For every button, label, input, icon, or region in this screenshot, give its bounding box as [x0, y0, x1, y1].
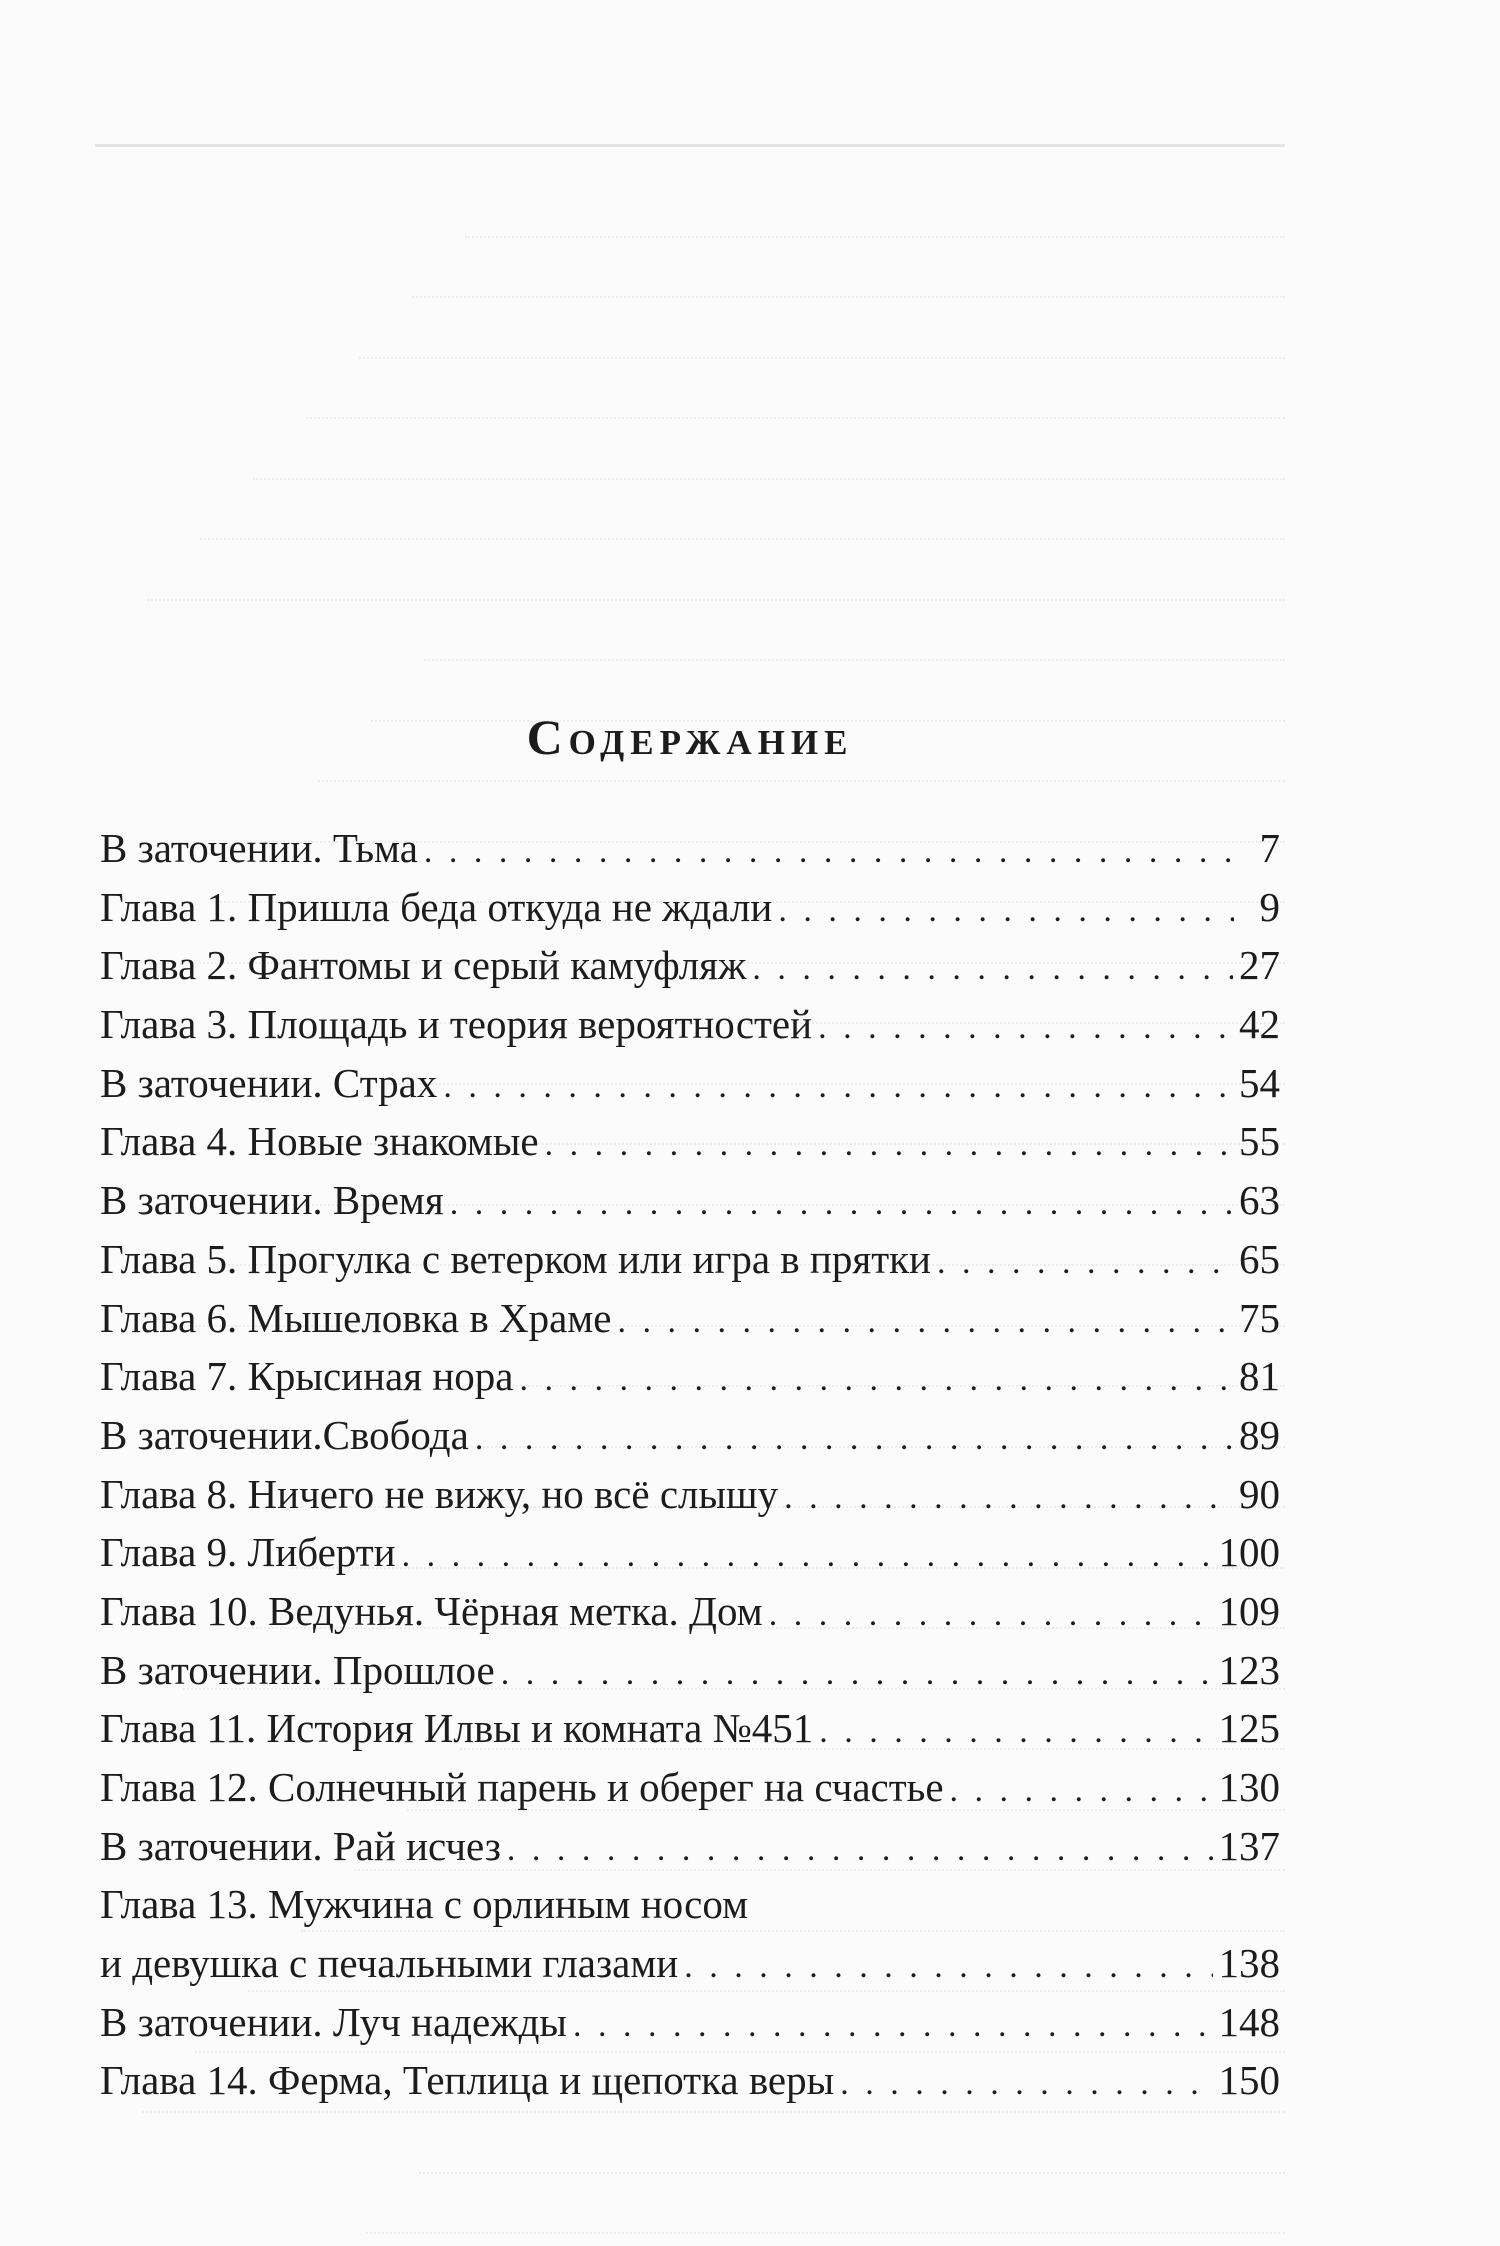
- toc-entry: [100, 1176, 1280, 1235]
- toc-entry: [100, 1528, 1280, 1587]
- toc-entry: [100, 1822, 1280, 1881]
- toc-entry: [100, 1939, 1280, 1998]
- toc-entry: [100, 1470, 1280, 1529]
- toc-entry-title: Глава 1. Пришла беда откуда не ждали: [100, 883, 773, 930]
- bleed-through-line: [200, 480, 1285, 541]
- toc-leader-dots: [769, 1596, 1213, 1634]
- toc-entry-title: Глава 13. Мужчина с орлиным носом: [100, 1881, 749, 1928]
- toc-page-number: 138: [1218, 1940, 1280, 1987]
- toc-entry-title: Глава 11. История Илвы и комната №451: [100, 1705, 814, 1752]
- bleed-through-header: [95, 60, 1285, 147]
- toc-page-number: 109: [1218, 1587, 1280, 1634]
- toc-entry-title: Глава 7. Крысиная нора: [100, 1353, 514, 1400]
- toc-entry-title: В заточении. Тьма: [100, 825, 418, 871]
- toc-leader-dots: [617, 1303, 1233, 1341]
- page-title: Содержание: [526, 709, 854, 765]
- toc-page-number: 55: [1239, 1118, 1280, 1165]
- bleed-through-line: [253, 419, 1285, 480]
- toc-list: [100, 824, 1280, 2115]
- toc-entry-title: Глава 12. Солнечный парень и оберег на счастье: [100, 1764, 944, 1810]
- toc-leader-dots: [443, 1068, 1233, 1106]
- toc-entry-title: Глава 3. Площадь и теория вероятностей: [100, 1001, 813, 1048]
- toc-leader-dots: [752, 950, 1233, 988]
- toc-page-number: 81: [1239, 1353, 1280, 1400]
- toc-entry: [100, 824, 1280, 883]
- toc-page-number: 63: [1239, 1177, 1280, 1224]
- toc-entry: [100, 1704, 1280, 1763]
- toc-leader-dots: [950, 1772, 1213, 1810]
- toc-entry: [100, 941, 1280, 1000]
- toc-entry: [100, 1587, 1280, 1646]
- toc-page-number: 137: [1218, 1822, 1280, 1869]
- bleed-through-line: [412, 238, 1285, 299]
- toc-leader-dots: [778, 892, 1234, 930]
- toc-entry-title: Глава 14. Ферма, Теплица и щепотка веры: [100, 2057, 835, 2104]
- toc-page-number: 148: [1218, 1998, 1280, 2045]
- toc-page-number: 90: [1239, 1470, 1280, 1517]
- toc-leader-dots: [573, 2007, 1213, 2045]
- toc-entry: [100, 1998, 1280, 2057]
- toc-entry: [100, 1352, 1280, 1411]
- toc-leader-dots: [684, 1948, 1212, 1986]
- bleed-through-line: [419, 2113, 1285, 2174]
- toc-entry-title: и девушка с печальными глазами: [100, 1940, 679, 1987]
- toc-entry-title: В заточении. Прошлое: [100, 1646, 495, 1693]
- toc-entry: [100, 1117, 1280, 1176]
- bleed-through-line: [359, 298, 1285, 359]
- toc-entry-title: Глава 5. Прогулка с ветерком или игра в прятки: [100, 1235, 931, 1282]
- toc-entry: [100, 1000, 1280, 1059]
- toc-entry: [100, 2056, 1280, 2115]
- toc-leader-dots: [819, 1713, 1212, 1751]
- toc-entry: [100, 1763, 1280, 1822]
- toc-leader-dots: [475, 1420, 1233, 1458]
- toc-page-number: 125: [1218, 1705, 1280, 1752]
- toc-page-number: 75: [1239, 1294, 1280, 1341]
- toc-entry-title: В заточении.Свобода: [100, 1411, 469, 1458]
- toc-entry: [100, 1646, 1280, 1705]
- toc-leader-dots: [424, 833, 1234, 871]
- toc-entry: [100, 883, 1280, 942]
- toc-entry-title: В заточении. Время: [100, 1177, 444, 1224]
- toc-leader-dots: [450, 1185, 1233, 1223]
- toc-entry-title: В заточении. Страх: [100, 1059, 438, 1106]
- toc-leader-dots: [519, 1361, 1233, 1399]
- bleed-through-line: [306, 359, 1285, 420]
- bleed-through-line: [366, 2174, 1285, 2235]
- toc-entry: [100, 1059, 1280, 1118]
- toc-leader-dots: [402, 1537, 1213, 1575]
- bleed-through-line: [424, 601, 1285, 662]
- toc-entry: [100, 1880, 1280, 1939]
- toc-entry-title: Глава 4. Новые знакомые: [100, 1118, 539, 1165]
- toc-entry: [100, 1294, 1280, 1353]
- toc-entry-title: Глава 6. Мышеловка в Храме: [100, 1294, 612, 1341]
- toc-leader-dots: [818, 1009, 1233, 1047]
- toc-leader-dots: [501, 1655, 1213, 1693]
- toc-page-number: 9: [1259, 883, 1280, 930]
- toc-page-number: 123: [1218, 1646, 1280, 1693]
- toc-leader-dots: [545, 1126, 1233, 1164]
- toc-entry: [100, 1235, 1280, 1294]
- toc-leader-dots: [507, 1831, 1213, 1869]
- toc-leader-dots: [784, 1479, 1233, 1517]
- toc-entry-title: Глава 8. Ничего не вижу, но всё слышу: [100, 1470, 779, 1517]
- toc-page-number: 42: [1239, 1001, 1280, 1048]
- toc-entry-title: Глава 2. Фантомы и серый камуфляж: [100, 942, 747, 989]
- toc-page-number: 130: [1218, 1764, 1280, 1810]
- toc-page-number: 27: [1239, 942, 1280, 989]
- toc-page-number: 89: [1239, 1411, 1280, 1458]
- bleed-through-line: [147, 540, 1285, 601]
- toc-page-number: 65: [1239, 1235, 1280, 1282]
- toc-entry-title: В заточении. Луч надежды: [100, 1998, 567, 2045]
- toc-entry-title: Глава 9. Либерти: [100, 1529, 396, 1576]
- bleed-through-line: [465, 177, 1285, 238]
- toc-entry-title: В заточении. Рай исчез: [100, 1822, 501, 1869]
- toc-entry: [100, 1411, 1280, 1470]
- toc-leader-dots: [840, 2065, 1212, 2103]
- table-of-contents: [100, 702, 1280, 2115]
- toc-page-number: 150: [1218, 2057, 1280, 2104]
- toc-page-number: 100: [1218, 1529, 1280, 1576]
- toc-leader-dots: [937, 1244, 1233, 1282]
- toc-entry-title: Глава 10. Ведунья. Чёрная метка. Дом: [100, 1587, 763, 1634]
- toc-page-number: 54: [1239, 1059, 1280, 1106]
- toc-page-number: 7: [1259, 825, 1280, 871]
